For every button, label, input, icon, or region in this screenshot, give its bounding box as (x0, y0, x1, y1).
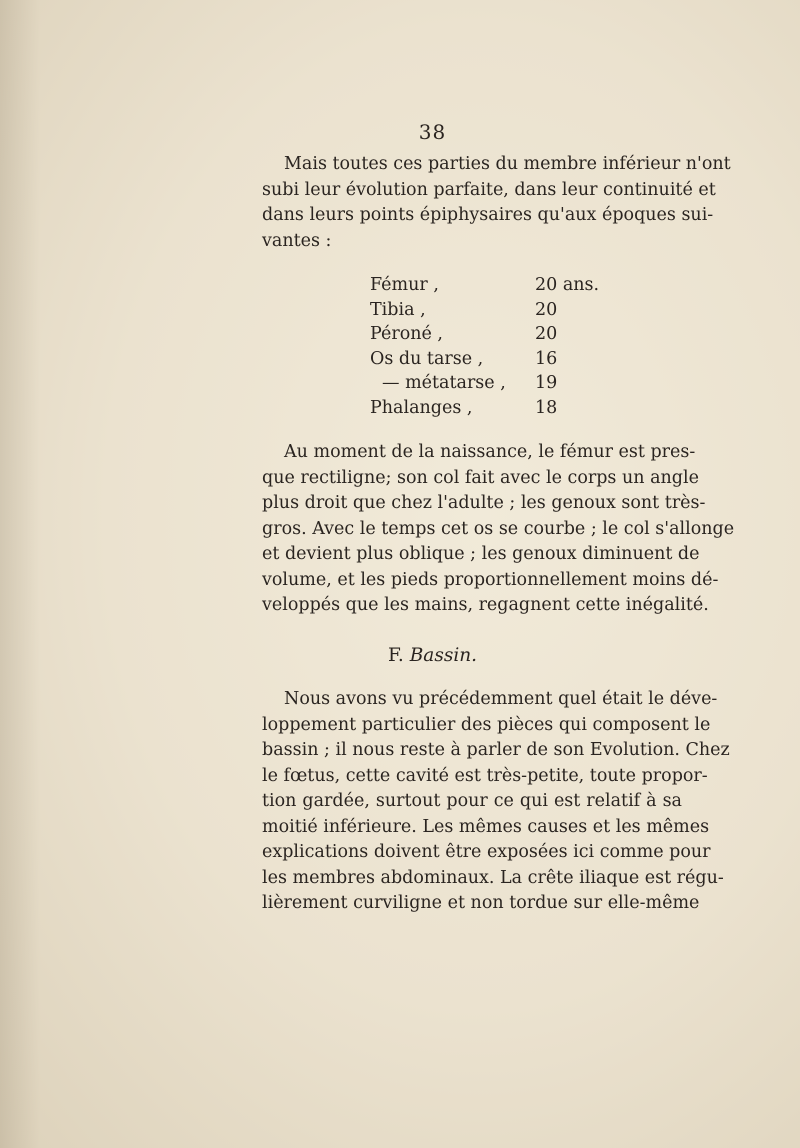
text-line: gros. Avec le temps cet os se courbe ; le col s'allonge (262, 518, 735, 539)
bone-name: Fémur , (370, 275, 439, 295)
section-letter: F. (387, 645, 404, 666)
bone-age: 19 (535, 373, 558, 393)
text-line: tion gardée, surtout pour ce qui est relatif à sa (262, 791, 682, 811)
paragraph-2 (262, 440, 735, 619)
bone-name: Os du tarse , (370, 348, 484, 369)
page-gutter-shadow (0, 0, 40, 1148)
bone-age: 20 (535, 299, 558, 320)
bone-age: 16 (535, 348, 558, 369)
text-line: veloppés que les mains, regagnent cette inégalité. (262, 595, 709, 615)
section-title: Bassin. (409, 645, 478, 666)
text-line: vantes : (262, 230, 332, 251)
text-line: plus droit que chez l'adulte ; les genoux sont très- (262, 493, 706, 513)
text-line: le fœtus, cette cavité est très-petite, toute propor- (262, 765, 708, 786)
text-line: lièrement curviligne et non tordue sur elle-même (262, 893, 700, 913)
text-line: volume, et les pieds proportionnellement moins dé- (262, 569, 719, 590)
text-line: bassin ; il nous reste à parler de son Evolution. Chez (262, 740, 730, 760)
text-line: subi leur évolution parfaite, dans leur continuité et (262, 179, 716, 200)
text-line: que rectiligne; son col fait avec le corps un angle (262, 467, 699, 488)
text-line: loppement particulier des pièces qui composent le (262, 714, 711, 735)
text-line: explications doivent être exposées ici comme pour (262, 842, 711, 862)
paragraph-3 (262, 687, 730, 917)
text-line: les membres abdominaux. La crête iliaque est régu- (262, 867, 724, 888)
section-heading (0, 645, 800, 666)
page-number: 38 (418, 120, 447, 144)
bone-name: — métatarse , (382, 373, 506, 393)
bone-age: 18 (535, 397, 558, 418)
text-line: moitié inférieure. Les mêmes causes et les mêmes (262, 816, 710, 837)
text-line: Nous avons vu précédemment quel était le déve- (284, 689, 718, 709)
bone-age: 20 (535, 324, 558, 344)
bone-name: Péroné , (370, 324, 443, 344)
text-line: dans leurs points épiphysaires qu'aux époques sui- (262, 205, 714, 225)
text-line: et devient plus oblique ; les genoux diminuent de (262, 544, 700, 564)
paragraph-1 (262, 152, 731, 254)
bone-name: Phalanges , (370, 397, 473, 418)
bone-age: 20 ans. (535, 275, 600, 295)
text-line: Mais toutes ces parties du membre inférieur n'ont (284, 154, 731, 174)
text-line: Au moment de la naissance, le fémur est pres- (284, 442, 696, 462)
bone-name: Tibia , (370, 299, 426, 320)
